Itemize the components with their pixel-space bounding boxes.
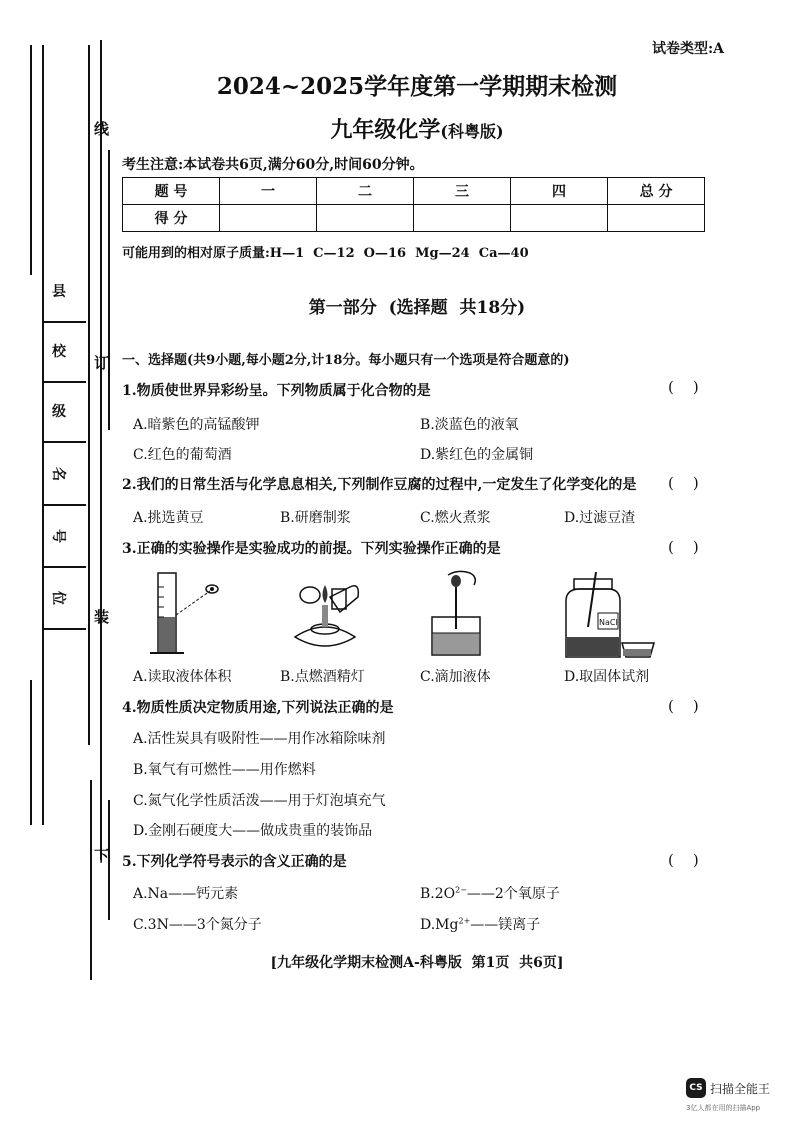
margin-line-4 [100, 40, 102, 860]
score-table [122, 177, 705, 232]
question-4-stem: 4.物质性质决定物质用途,下列说法正确的是 [122, 700, 394, 716]
score-header-3: 三 [414, 178, 511, 205]
illustration-alcohol-lamp [280, 567, 370, 662]
field-class[interactable] [42, 395, 86, 443]
score-header-label: 题 号 [123, 178, 220, 205]
question-3-answer[interactable]: ( ) [668, 538, 699, 556]
score-header-1: 一 [220, 178, 317, 205]
question-5-option-b-symbol: B.2O [420, 886, 456, 902]
page-footer: [九年级化学期末检测A-科粤版 第1页 共6页] [270, 955, 564, 971]
subject-name: 九年级化学 [330, 117, 441, 143]
scanner-tagline: 3亿人都在用的扫描App [686, 1104, 761, 1112]
field-class-label: 级 [52, 404, 66, 420]
question-2-option-d[interactable]: D.过滤豆渣 [564, 510, 636, 526]
field-county-label: 县 [52, 284, 66, 300]
question-1-stem: 1.物质使世界异彩纷呈。下列物质属于化合物的是 [122, 383, 431, 399]
score-cell-2[interactable] [317, 205, 414, 232]
field-seat[interactable] [42, 582, 86, 630]
illustration-reagent-jar [558, 567, 668, 662]
question-4-answer[interactable]: ( ) [668, 697, 699, 715]
question-3-option-c[interactable]: C.滴加液体 [420, 669, 491, 685]
question-5-option-a[interactable]: A.Na——钙元素 [133, 886, 239, 902]
question-5-option-d[interactable] [420, 914, 540, 934]
question-1-option-d[interactable]: D.紫红色的金属铜 [420, 447, 534, 463]
question-4-option-a[interactable]: A.活性炭具有吸附性——用作冰箱除味剂 [133, 731, 386, 747]
score-header-4: 四 [511, 178, 608, 205]
edition-label: (科粤版) [440, 122, 504, 141]
paper-type: 试卷类型:A [651, 41, 724, 57]
section-heading: 一、选择题(共9小题,每小题2分,计18分。每小题只有一个选项是符合题意的) [122, 353, 570, 368]
atomic-masses: 可能用到的相对原子质量:H—1 C—12 O—16 Mg—24 Ca—40 [122, 246, 529, 261]
exam-notice: 考生注意:本试卷共6页,满分60分,时间60分钟。 [122, 157, 424, 173]
question-4-option-c[interactable]: C.氮气化学性质活泼——用于灯泡填充气 [133, 793, 386, 809]
question-4-option-d[interactable]: D.金刚石硬度大——做成贵重的装饰品 [133, 823, 373, 839]
jar-label-text: NaCl [599, 618, 618, 627]
question-3-stem: 3.正确的实验操作是实验成功的前提。下列实验操作正确的是 [122, 541, 501, 557]
question-2-option-a[interactable]: A.挑选黄豆 [133, 510, 204, 526]
question-1-answer[interactable]: ( ) [668, 378, 699, 396]
margin-line-5 [108, 150, 110, 430]
margin-line-outer-lower [30, 680, 32, 825]
score-header-total: 总 分 [608, 178, 705, 205]
field-school-label: 校 [52, 344, 66, 360]
question-5-option-d-symbol: D.Mg [420, 917, 459, 933]
field-name[interactable] [42, 458, 86, 506]
question-1-option-b[interactable]: B.淡蓝色的液氧 [420, 417, 519, 433]
field-name-label: 名 [50, 467, 66, 481]
field-school[interactable] [42, 335, 86, 383]
margin-label-below: 下 [94, 847, 110, 865]
score-cell-1[interactable] [220, 205, 317, 232]
scanner-logo-icon [686, 1078, 706, 1098]
question-5-option-d-meaning: ——镁离子 [470, 917, 541, 933]
scanner-logo-text: CS [689, 1083, 703, 1093]
field-seat-label: 位 [50, 591, 66, 605]
question-5-stem: 5.下列化学符号表示的含义正确的是 [122, 854, 347, 870]
question-5-option-b[interactable] [420, 883, 560, 903]
part1-title: 第一部分 (选择题 共18分) [308, 298, 526, 318]
margin-label-line: 线 [94, 120, 110, 138]
question-5-option-b-charge: 2− [455, 885, 467, 895]
score-cell-3[interactable] [414, 205, 511, 232]
scanner-watermark [686, 1078, 790, 1118]
question-1-option-a[interactable]: A.暗紫色的高锰酸钾 [133, 417, 260, 433]
question-2-stem: 2.我们的日常生活与化学息息相关,下列制作豆腐的过程中,一定发生了化学变化的是 [122, 477, 637, 493]
illustration-dropper-beaker [418, 567, 508, 662]
question-5-option-d-charge: 2+ [458, 916, 471, 926]
margin-line-7 [90, 780, 92, 980]
score-cell-4[interactable] [511, 205, 608, 232]
margin-label-bind: 装 [94, 608, 110, 626]
score-row-label: 得 分 [123, 205, 220, 232]
question-3-option-b[interactable]: B.点燃酒精灯 [280, 669, 365, 685]
question-3-option-a[interactable]: A.读取液体体积 [133, 669, 232, 685]
field-number[interactable] [42, 520, 86, 568]
question-4-option-b[interactable]: B.氧气有可燃性——用作燃料 [133, 762, 316, 778]
question-5-option-b-meaning: ——2个氧原子 [466, 886, 560, 902]
question-5-answer[interactable]: ( ) [668, 851, 699, 869]
question-2-answer[interactable]: ( ) [668, 474, 699, 492]
margin-line-3 [88, 45, 90, 745]
question-2-option-c[interactable]: C.燃火煮浆 [420, 510, 491, 526]
score-cell-total[interactable] [608, 205, 705, 232]
field-number-label: 号 [50, 529, 66, 543]
score-header-2: 二 [317, 178, 414, 205]
exam-subtitle [0, 113, 794, 144]
illustration-graduated-cylinder [140, 567, 230, 662]
scanner-name: 扫描全能王 [710, 1082, 771, 1096]
question-5-option-c[interactable]: C.3N——3个氮分子 [133, 917, 262, 933]
margin-label-staple: 订 [94, 354, 110, 372]
question-2-option-b[interactable]: B.研磨制浆 [280, 510, 351, 526]
question-1-option-c[interactable]: C.红色的葡萄酒 [133, 447, 232, 463]
question-3-option-d[interactable]: D.取固体试剂 [564, 669, 650, 685]
exam-title: 2024~2025学年度第一学期期末检测 [216, 73, 618, 100]
